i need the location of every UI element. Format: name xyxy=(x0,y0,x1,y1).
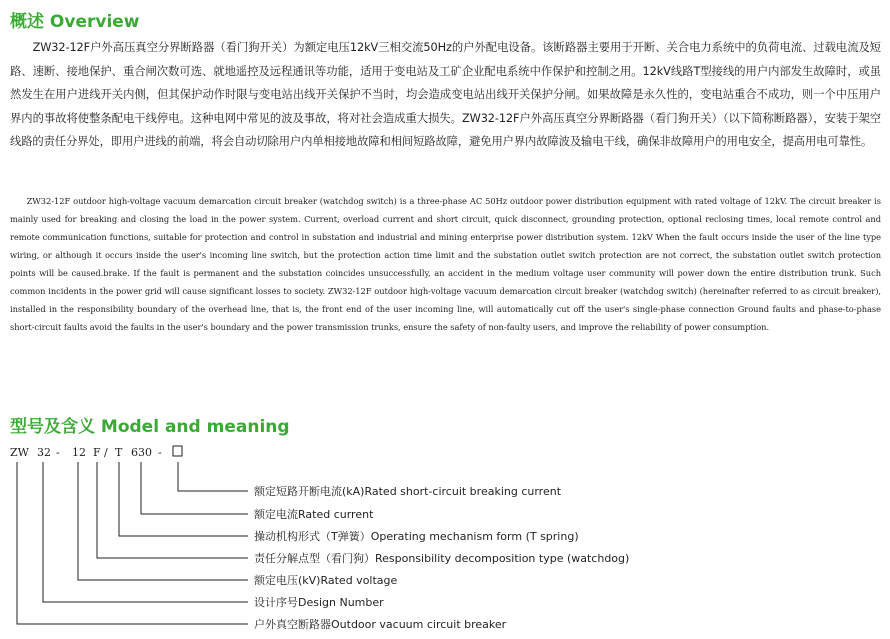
code-part-demarcation-type: F xyxy=(93,446,101,459)
overview-english-paragraph: ZW32-12F outdoor high-voltage vacuum demarcation circuit breaker (watchdog switch) is a three-phase AC 50Hz outdoor power distribution equipment with rated voltage of 12kV. The circuit breaker is mainly used for breaking and closing the load in the power system. Current, overload current and short circuit, quick disconnect, grounding protection, optional reclosing times, local remote control and remote communication functions, suitable for protection and control in substation and industrial and mining enterprise power distribution system. 12kV When the fault occurs inside the user of the line type wiring, or although it occurs inside the user's incoming line switch, but the protection action time limit and the substation outlet switch protection are not correct, the substation outlet switch protection points will be caused.brake. If the fault is permanent and the substation coincides unsuccessfully, an accident in the medium voltage user community will power down the entire distribution trunk. Such common incidents in the power grid will cause significant losses to society. ZW32-12F outdoor high-voltage vacuum demarcation circuit breaker (watchdog switch) (hereinafter referred to as circuit breaker), installed in the responsibility boundary of the overhead line, that is, the front end of the user incoming line, will automatically cut off the user's single-phase connection Ground faults and phase-to-phase short-circuit faults avoid the faults in the user's boundary and the power transmission trunks, ensure the safety of non-faulty users, and improve the reliability of power consumption. xyxy=(10,196,881,333)
overview-chinese-paragraph: ZW32-12F户外高压真空分界断路器（看门狗开关）为额定电压12kV三相交流50Hz的户外配电设备。该断路器主要用于开断、关合电力系统中的负荷电流、过载电流及短路、速断、接地保护、重合闸次数可选、就地遥控及远程通讯等功能，适用于变电站及工矿企业配电系统中作保护和控制之用。12kV线路T型接线的用户内部发生故障时，或虽然发生在用户进线开关内侧，但其保护动作时限与变电站出线开关保护不当时，均会造成变电站出线开关保护分闸。如果故障是永久性的，变电站重合不成功，则一个中压用户界内的事故将使整条配电干线停电。这种电网中常见的波及事故，将对社会造成重大损失。ZW32-12F户外高压真空分界断路器（看门狗开关）（以下简称断路器），安装于架空线路的责任分界处，即用户进线的前端，将会自动切除用户内单相接地故障和相间短路故障，避免用户界内故障波及输电干线，确保非故障用户的用电安全，提高用电可靠性。 xyxy=(10,41,881,149)
code-part-slash: / xyxy=(104,446,108,459)
legend-rated-voltage: 额定电压(kV)Rated voltage xyxy=(254,574,398,587)
model-meaning-heading: 型号及含义 Model and meaning xyxy=(10,417,290,437)
code-part-series: ZW xyxy=(10,446,29,459)
code-part-mechanism: T xyxy=(115,446,123,459)
legend-design-number: 设计序号Design Number xyxy=(254,596,384,609)
code-part-rated-current: 630 xyxy=(131,446,152,459)
leader-line-rated-current xyxy=(141,462,248,514)
legend-outdoor-breaker: 户外真空断路器Outdoor vacuum circuit breaker xyxy=(254,618,507,631)
legend-mechanism: 操动机构形式（T弹簧）Operating mechanism form (T spring) xyxy=(254,530,579,543)
code-part-design-number: 32 xyxy=(37,446,51,459)
legend-demarcation-type: 责任分解点型（看门狗）Responsibility decomposition type (watchdog) xyxy=(254,552,630,565)
legend-breaking-current: 额定短路开断电流(kA)Rated short-circuit breaking current xyxy=(254,485,562,498)
leader-line-mechanism xyxy=(119,462,248,536)
code-part-rated-voltage: 12 xyxy=(72,446,86,459)
leader-line-outdoor-breaker xyxy=(17,462,248,624)
model-code-diagram xyxy=(0,440,890,639)
legend-rated-current: 额定电流Rated current xyxy=(254,508,374,521)
leader-line-breaking-current xyxy=(178,462,248,491)
leader-line-rated-voltage xyxy=(78,462,248,580)
code-part-dash-2: - xyxy=(158,446,162,459)
code-part-dash-1: - xyxy=(56,446,60,459)
code-placeholder-box xyxy=(173,446,182,456)
leader-line-design-number xyxy=(43,462,248,602)
leader-line-demarcation-type xyxy=(97,462,248,558)
overview-heading: 概述 Overview xyxy=(10,12,140,32)
